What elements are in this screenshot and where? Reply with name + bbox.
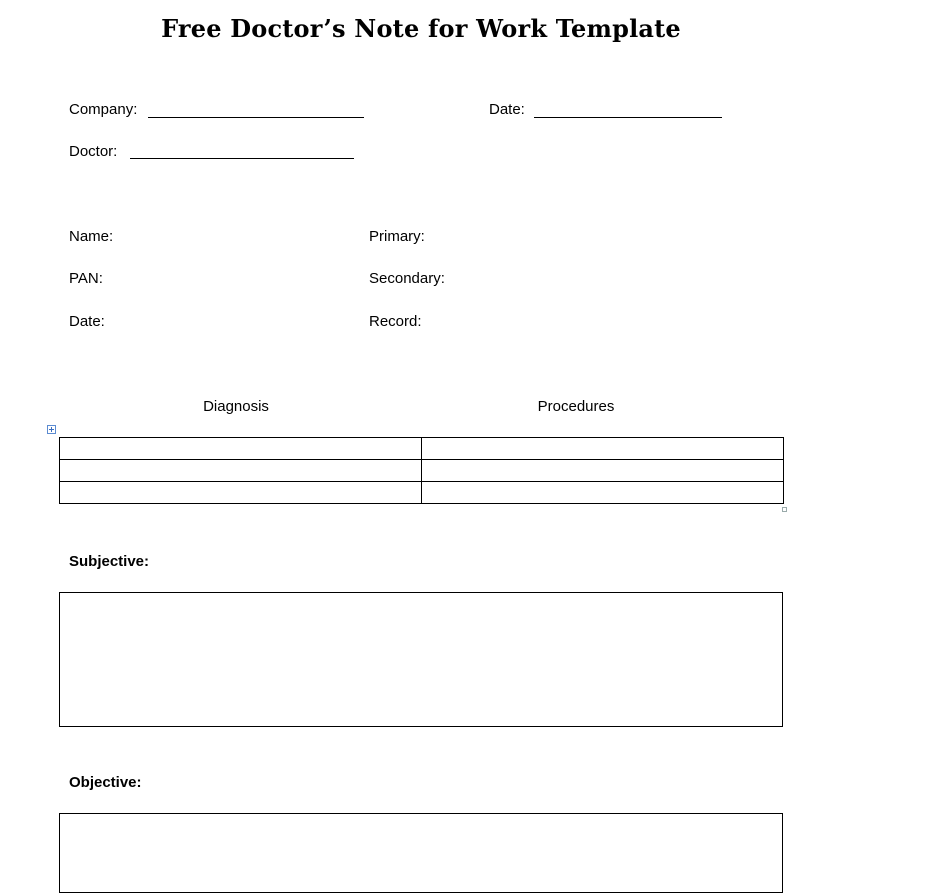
diagnosis-header: Diagnosis xyxy=(203,398,269,415)
header-date-label: Date: xyxy=(489,101,525,118)
header-date-field-line[interactable] xyxy=(534,117,722,118)
procedures-cell[interactable] xyxy=(422,482,784,504)
company-field-line[interactable] xyxy=(148,117,364,118)
secondary-label: Secondary: xyxy=(369,270,445,287)
record-label: Record: xyxy=(369,313,422,330)
table-move-handle-icon[interactable] xyxy=(47,425,56,434)
doctor-label: Doctor: xyxy=(69,143,118,160)
objective-box[interactable] xyxy=(59,813,783,893)
procedures-cell[interactable] xyxy=(422,460,784,482)
subjective-box[interactable] xyxy=(59,592,783,727)
pan-label: PAN: xyxy=(69,270,103,287)
table-row xyxy=(60,482,784,504)
subjective-label: Subjective: xyxy=(69,553,150,570)
diagnosis-cell[interactable] xyxy=(60,482,422,504)
diagnosis-cell[interactable] xyxy=(60,438,422,460)
patient-date-label: Date: xyxy=(69,313,105,330)
table-row xyxy=(60,438,784,460)
diagnosis-procedures-table xyxy=(59,437,784,504)
procedures-header: Procedures xyxy=(537,398,615,415)
diagnosis-cell[interactable] xyxy=(60,460,422,482)
document-title: Free Doctor’s Note for Work Template xyxy=(161,14,681,43)
objective-label: Objective: xyxy=(69,774,142,791)
doctor-field-line[interactable] xyxy=(130,158,354,159)
company-label: Company: xyxy=(69,101,138,118)
name-label: Name: xyxy=(69,228,114,245)
procedures-cell[interactable] xyxy=(422,438,784,460)
table-resize-handle[interactable] xyxy=(782,507,787,512)
primary-label: Primary: xyxy=(369,228,425,245)
table-row xyxy=(60,460,784,482)
